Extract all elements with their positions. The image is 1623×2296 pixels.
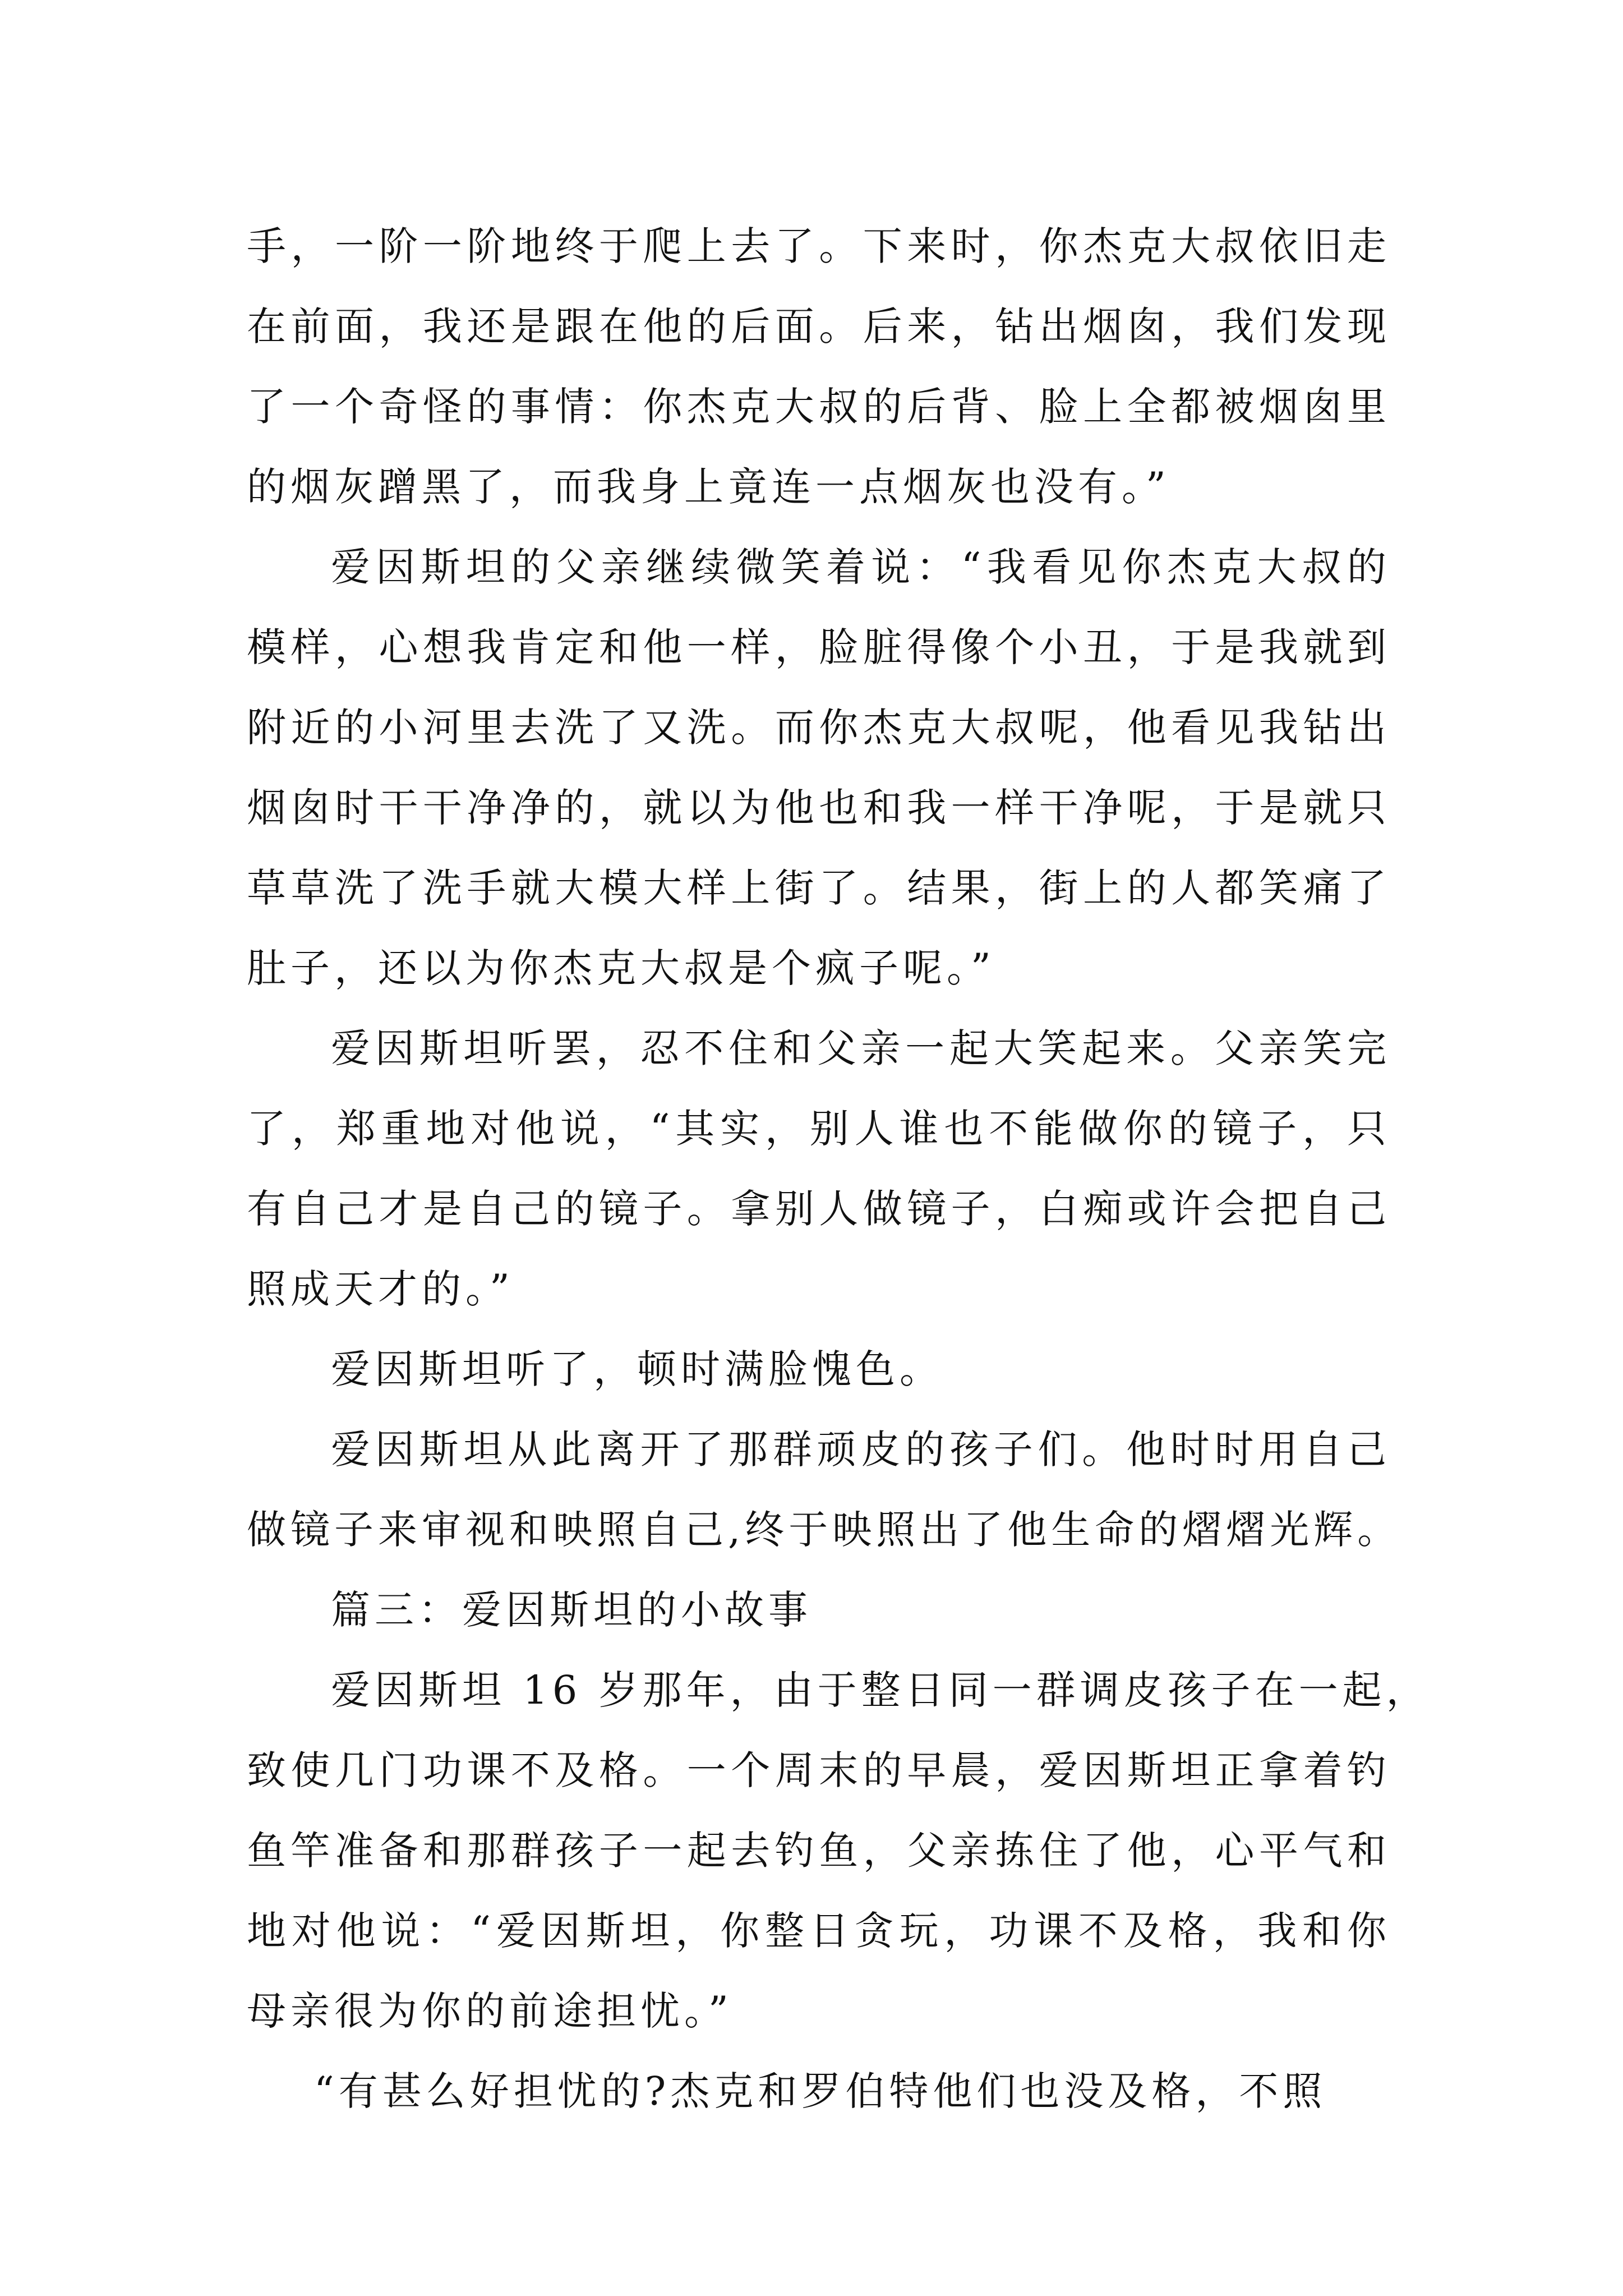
paragraph (247, 1650, 1430, 2051)
paragraph (247, 1570, 1391, 1650)
paragraph (247, 206, 1391, 527)
text-line: 致使几门功课不及格。一个周末的早晨，爱因斯坦正拿着钓 (247, 1747, 1391, 1793)
text-line: 手，一阶一阶地终于爬上去了。下来时，你杰克大叔依旧走 (247, 223, 1391, 269)
text-line: 在前面，我还是跟在他的后面。后来，钻出烟囱，我们发现 (247, 303, 1391, 349)
text-line: 做镜子来审视和映照自己,终于映照出了他生命的熠熠光辉。 (247, 1507, 1401, 1553)
text-line: 了一个奇怪的事情：你杰克大叔的后背、脸上全都被烟囱里 (247, 384, 1391, 430)
text-line: 母亲很为你的前途担忧。” (247, 1988, 733, 2034)
text-line: 照成天才的。” (247, 1266, 514, 1312)
text-line: 草草洗了洗手就大模大样上街了。结果，街上的人都笑痛了 (247, 865, 1391, 911)
text-line: 地对他说：“爱因斯坦，你整日贪玩，功课不及格，我和你 (247, 1908, 1391, 1954)
text-line: “有甚么好担忧的?杰克和罗伯特他们也没及格，不照 (314, 2068, 1327, 2114)
paragraph (247, 1410, 1401, 1570)
paragraph (247, 527, 1391, 1009)
text-line: 附近的小河里去洗了又洗。而你杰克大叔呢，他看见我钻出 (247, 705, 1391, 751)
paragraph (247, 2051, 1391, 2132)
text-line: 篇三：爱因斯坦的小故事 (331, 1587, 812, 1633)
text-line: 鱼竿准备和那群孩子一起去钓鱼，父亲拣住了他，心平气和 (247, 1828, 1391, 1874)
paragraph (247, 1329, 1391, 1410)
text-line: 爱因斯坦听罢，忍不住和父亲一起大笑起来。父亲笑完 (331, 1025, 1391, 1071)
text-line: 爱因斯坦的父亲继续微笑着说：“我看见你杰克大叔的 (331, 544, 1391, 590)
text-line: 爱因斯坦 16 岁那年，由于整日同一群调皮孩子在一起， (331, 1667, 1430, 1713)
text-line: 有自己才是自己的镜子。拿别人做镜子，白痴或许会把自己 (247, 1186, 1391, 1232)
text-line: 的烟灰蹭黑了，而我身上竟连一点烟灰也没有。” (247, 464, 1170, 510)
text-line: 爱因斯坦从此离开了那群顽皮的孩子们。他时时用自己 (331, 1427, 1391, 1473)
text-line: 烟囱时干干净净的，就以为他也和我一样干净呢，于是就只 (247, 785, 1391, 831)
text-line: 模样，心想我肯定和他一样，脸脏得像个小丑，于是我就到 (247, 624, 1391, 670)
document-body (247, 206, 1430, 2132)
text-line: 了，郑重地对他说，“其实，别人谁也不能做你的镜子，只 (247, 1106, 1391, 1152)
text-line: 肚子，还以为你杰克大叔是个疯子呢。” (247, 945, 995, 991)
paragraph (247, 1009, 1391, 1329)
text-line: 爱因斯坦听了，顿时满脸愧色。 (331, 1346, 943, 1392)
